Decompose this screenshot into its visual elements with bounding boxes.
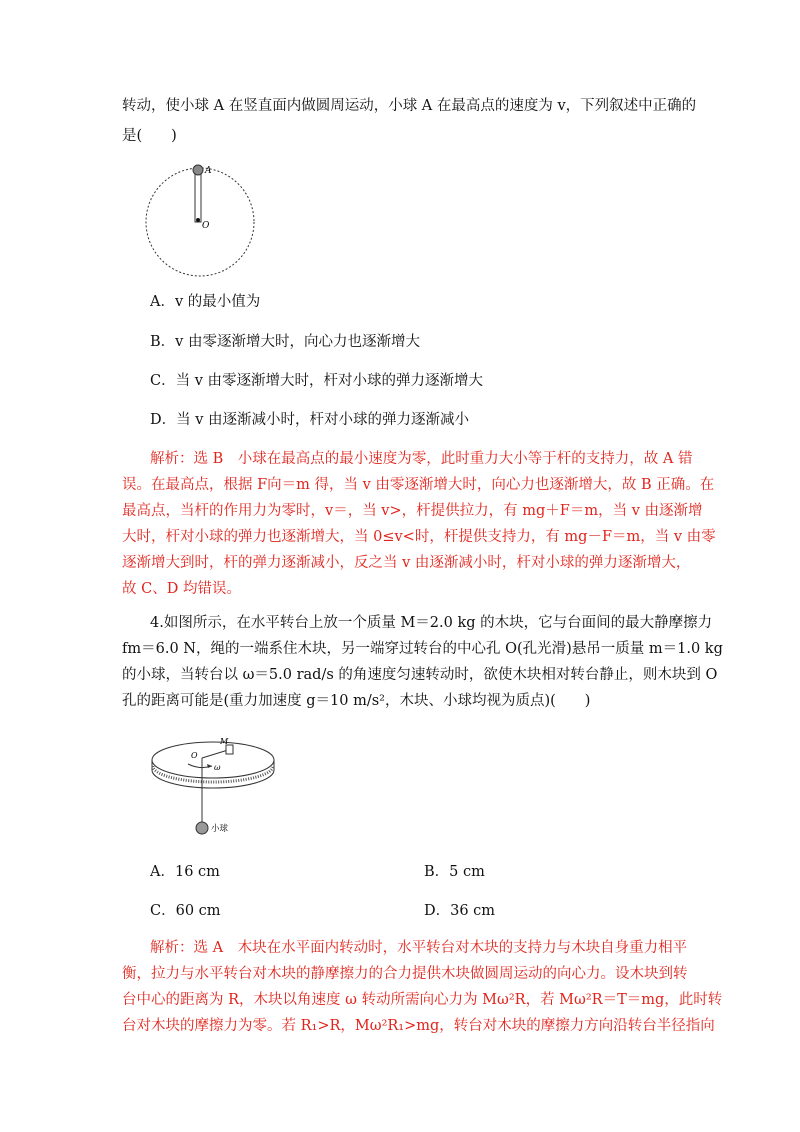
q3-option-c: C．当 v 由零逐渐增大时，杆对小球的弹力逐渐增大	[150, 373, 484, 389]
q3-solution-line-1: 解析：选 B 小球在最高点的最小速度为零，此时重力大小等于杆的支持力，故 A 错	[150, 451, 693, 467]
q3-stem-line-2: 是( )	[122, 128, 177, 144]
label-o: O	[202, 221, 210, 231]
q4-option-c: C．60 cm	[150, 903, 221, 919]
ball-a	[193, 165, 203, 175]
q4-solution-line-4: 台对木块的摩擦力为零。若 R₁>R，Mω²R₁>mg，转台对木块的摩擦力方向沿转台半径指向	[122, 1018, 715, 1034]
q4-stem-line-1: 4.如图所示，在水平转台上放一个质量 M＝2.0 kg 的木块，它与台面间的最大静摩擦力	[150, 615, 713, 631]
q3-option-a: A．v 的最小值为	[150, 294, 261, 310]
q3-solution-line-2: 误。在最高点，根据 F向＝m 得，当 v 由零逐渐增大时，向心力也逐渐增大，故 B 正确。在	[122, 477, 715, 493]
q3-solution-line-6: 故 C、D 均错误。	[122, 581, 241, 597]
block-m	[226, 745, 233, 754]
q3-option-b: B．v 由零逐渐增大时，向心力也逐渐增大	[150, 334, 420, 350]
q4-stem-line-4: 孔的距离可能是(重力加速度 g＝10 m/s²，木块、小球均视为质点)( )	[122, 693, 591, 709]
label-o: O	[191, 751, 198, 760]
q4-solution-line-1: 解析：选 A 木块在水平面内转动时，水平转台对木块的支持力与木块自身重力相平	[150, 940, 688, 956]
q3-option-d: D．当 v 由逐渐减小时，杆对小球的弹力逐渐减小	[150, 412, 470, 428]
q3-figure-circle-rod	[145, 160, 265, 280]
rod	[195, 170, 201, 222]
q4-solution-line-3: 台中心的距离为 R，木块以角速度 ω 转动所需向心力为 Mω²R，若 Mω²R＝T＝mg，此时转	[122, 992, 723, 1008]
label-omega: ω	[214, 763, 221, 772]
q4-figure-turntable	[148, 728, 278, 840]
q4-option-a: A．16 cm	[150, 864, 220, 880]
q4-stem-line-2: fm＝6.0 N，绳的一端系住木块，另一端穿过转台的中心孔 O(孔光滑)悬吊一质量 m＝1.0 kg	[122, 641, 723, 657]
q4-option-d: D．36 cm	[424, 903, 496, 919]
q3-solution-line-4: 大时，杆对小球的弹力也逐渐增大，当 0≤v<时，杆提供支持力，有 mg－F＝m，当 v 由零	[122, 529, 716, 545]
q4-option-b: B．5 cm	[424, 864, 485, 880]
q4-stem-line-3: 的小球，当转台以 ω＝5.0 rad/s 的角速度匀速转动时，欲使木块相对转台静止，则木块到 O	[122, 667, 718, 683]
center-o	[196, 218, 200, 222]
q3-solution-line-3: 最高点，当杆的作用力为零时，v＝，当 v>，杆提供拉力，有 mg＋F＝m，当 v 由逐渐增	[122, 503, 703, 519]
hanging-ball	[196, 822, 208, 834]
label-a: A	[205, 166, 212, 176]
q3-solution-line-5: 逐渐增大到时，杆的弹力逐渐减小，反之当 v 由逐渐减小时，杆对小球的弹力逐渐增大，	[122, 555, 691, 571]
q3-stem-line-1: 转动，使小球 A 在竖直面内做圆周运动，小球 A 在最高点的速度为 v，下列叙述中正确的	[122, 98, 697, 114]
turntable-top	[152, 742, 274, 778]
label-ball: 小球	[211, 824, 229, 834]
label-m: M	[220, 737, 229, 746]
q4-solution-line-2: 衡，拉力与水平转台对木块的静摩擦力的合力提供木块做圆周运动的向心力。设木块到转	[122, 966, 688, 982]
